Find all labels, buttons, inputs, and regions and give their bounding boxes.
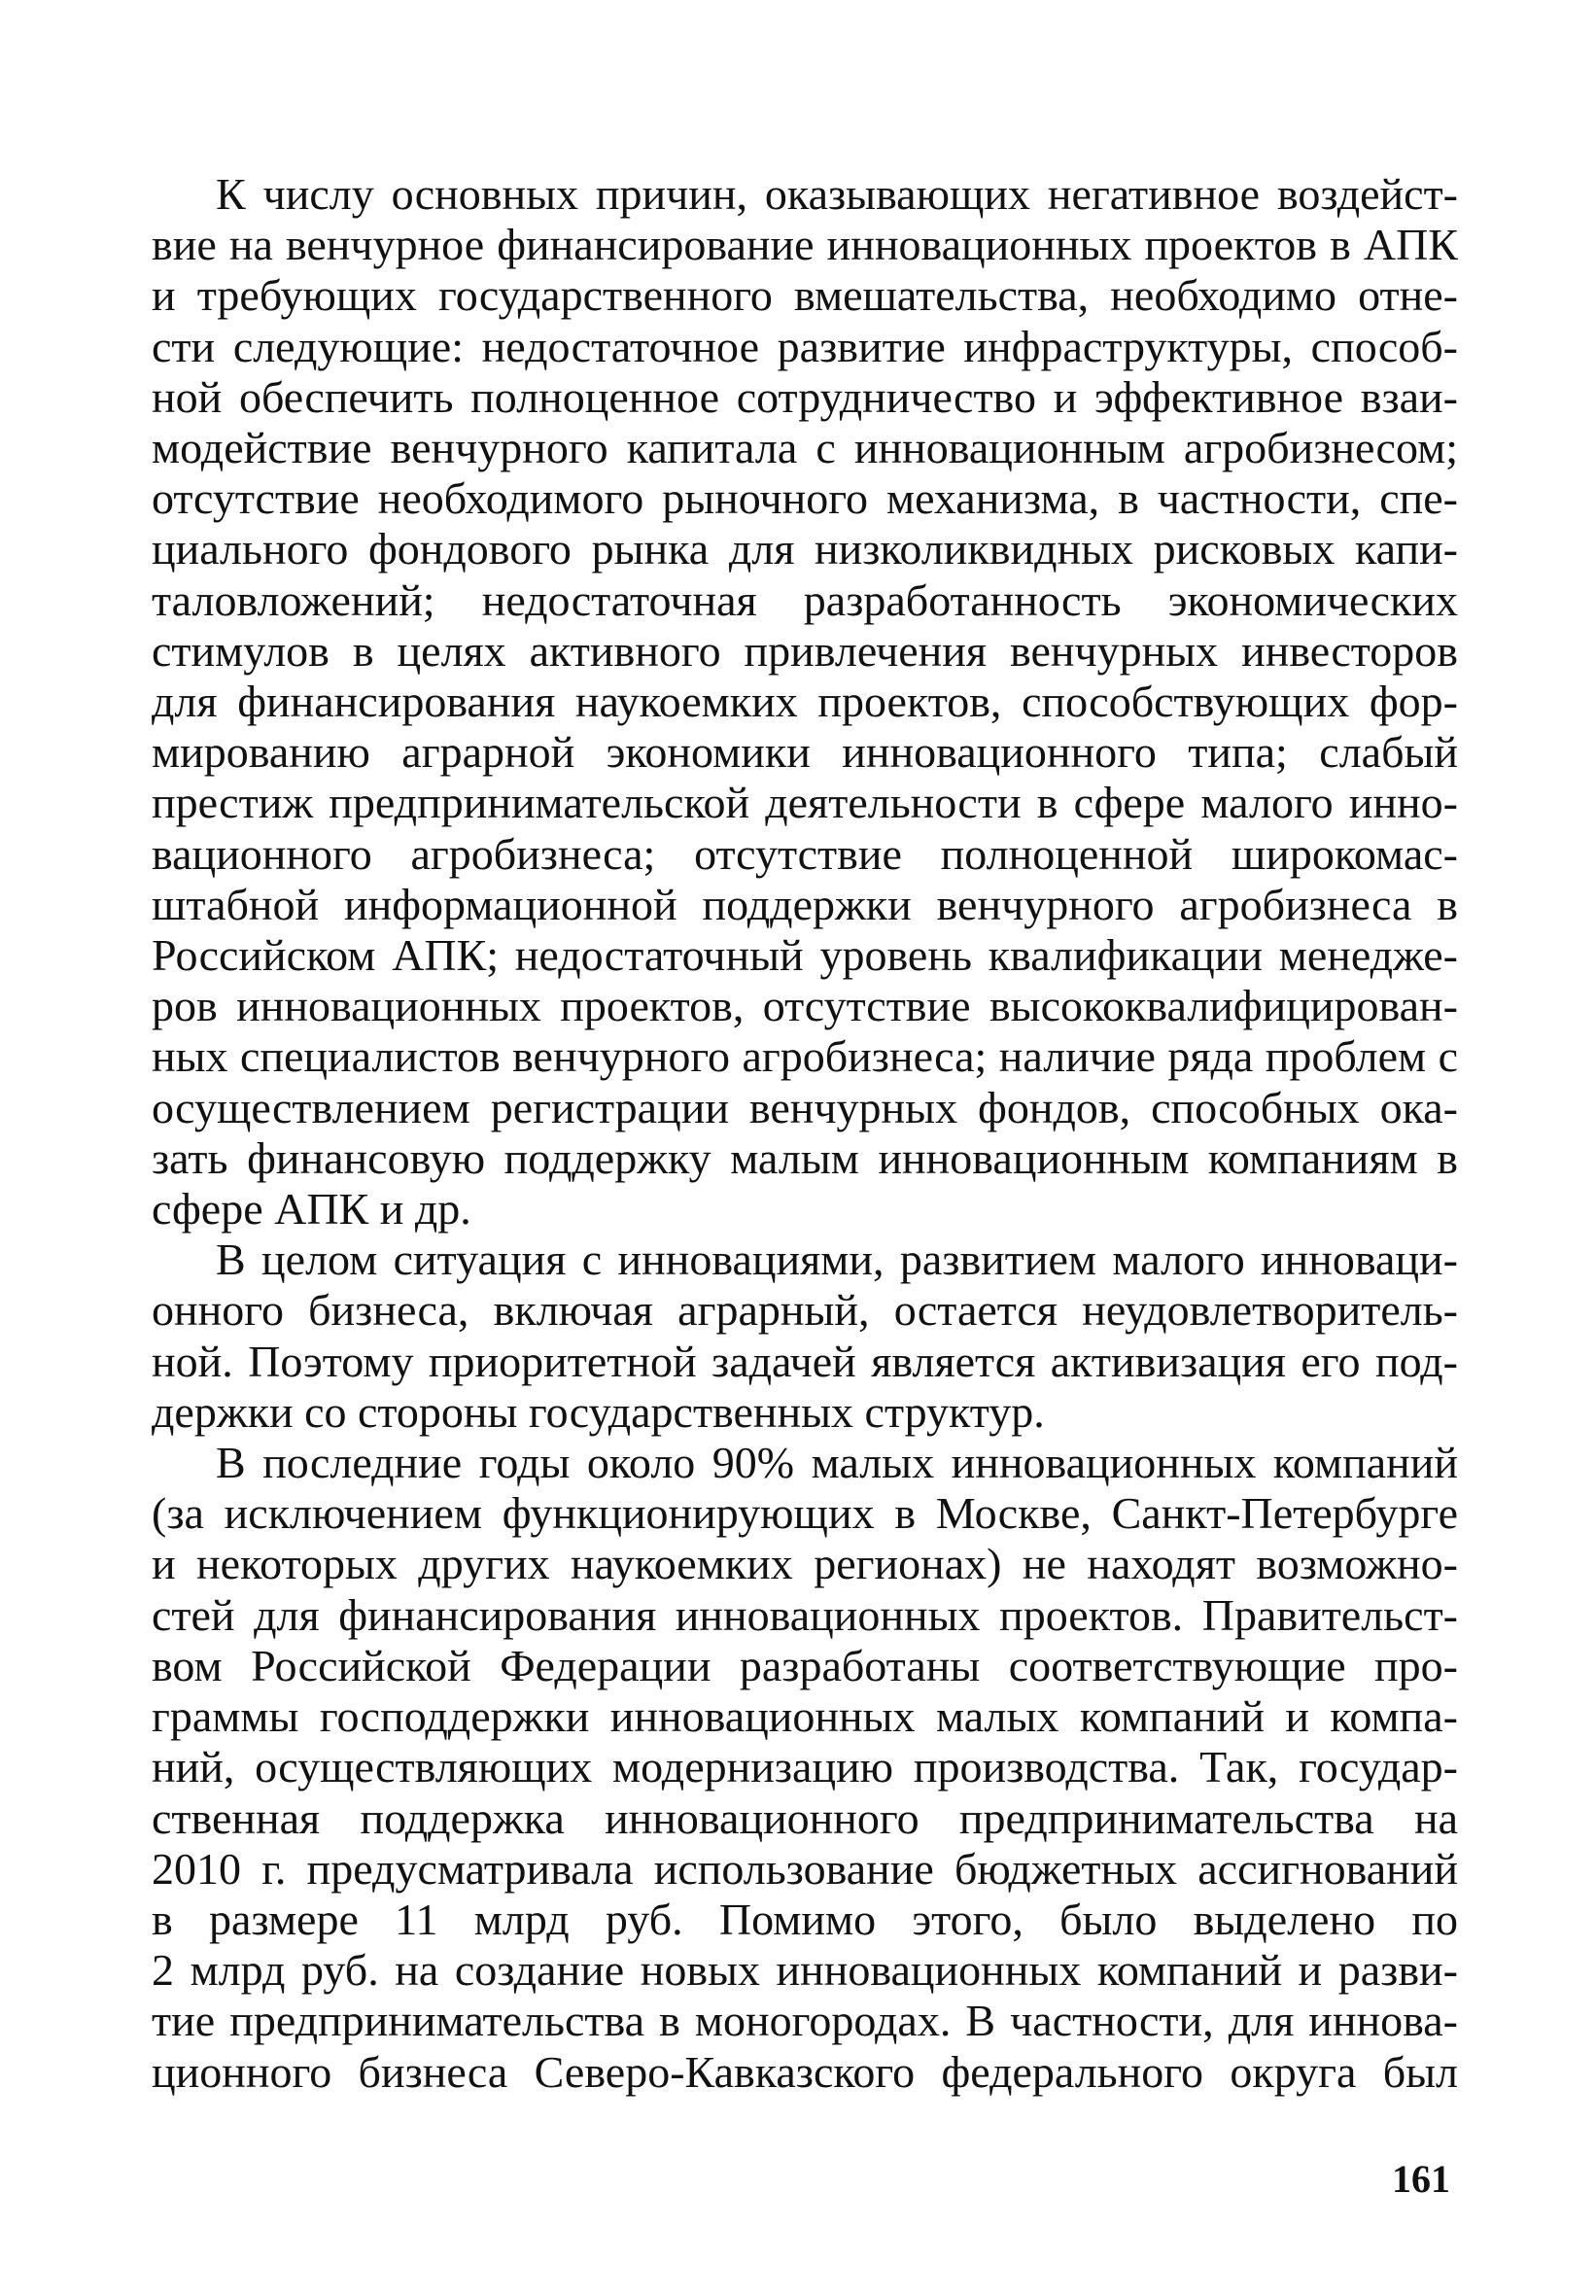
paragraph-line: ных специалистов венчурного агробизнеса; наличие ряда проблем с: [152, 1031, 1458, 1082]
paragraph-line: и некоторых других наукоемких регионах) не находят возможно-: [152, 1539, 1458, 1589]
paragraph-line: К числу основных причин, оказывающих негативное воздейст-: [216, 169, 1458, 219]
paragraph-line: зать финансовую поддержку малым инновационным компаниям в: [152, 1132, 1458, 1183]
paragraph-line: осуществлением регистрации венчурных фондов, способных ока-: [152, 1082, 1458, 1132]
paragraph-line: В целом ситуация с инновациями, развитием малого инноваци-: [216, 1235, 1458, 1285]
paragraph-line: и требующих государственного вмешательства, необходимо отне-: [152, 270, 1458, 321]
paragraph-line: ной обеспечить полноценное сотрудничество и эффективное взаи-: [152, 371, 1458, 422]
paragraph-line: вом Российской Федерации разработаны соответствующие про-: [152, 1640, 1458, 1690]
paragraph-line: для финансирования наукоемких проектов, способствующих фор-: [152, 677, 1458, 727]
paragraph-2: [152, 1235, 1458, 1438]
paragraph-line: 2010 г. предусматривала использование бюджетных ассигнований: [152, 1843, 1458, 1894]
paragraph-line: держки со стороны государственных структур.: [152, 1386, 1045, 1437]
paragraph-line: (за исключением функционирующих в Москве, Санкт-Петербурге: [152, 1488, 1458, 1539]
paragraph-line: Российском АПК; недостаточный уровень квалификации менедже-: [152, 930, 1458, 981]
paragraph-line: вационного агробизнеса; отсутствие полноценной широкомас-: [152, 828, 1458, 879]
paragraph-line: 2 млрд руб. на создание новых инновационных компаний и разви-: [152, 1945, 1458, 1996]
paragraph-line: сти следующие: недостаточное развитие инфраструктуры, способ-: [152, 321, 1458, 371]
paragraph-line: ной. Поэтому приоритетной задачей является активизация его под-: [152, 1336, 1458, 1386]
paragraph-line: циального фондового рынка для низколиквидных рисковых капи-: [152, 524, 1458, 574]
paragraph-line: сфере АПК и др.: [152, 1184, 471, 1235]
paragraph-line: таловложений; недостаточная разработанность экономических: [152, 574, 1458, 625]
paragraph-line: ственная поддержка инновационного предпринимательства на: [152, 1792, 1458, 1843]
paragraph-line: вие на венчурное финансирование инновационных проектов в АПК: [152, 220, 1458, 270]
paragraph-line: мированию аграрной экономики инновационного типа; слабый: [152, 727, 1458, 778]
paragraph-line: престиж предпринимательской деятельности в сфере малого инно-: [152, 778, 1458, 828]
paragraph-line: штабной информационной поддержки венчурного агробизнеса в: [152, 879, 1458, 929]
paragraph-line: стей для финансирования инновационных проектов. Правительст-: [152, 1589, 1458, 1640]
paragraph-line: граммы господдержки инновационных малых компаний и компа-: [152, 1691, 1458, 1742]
paragraph-1: [152, 169, 1458, 1235]
paragraph-line: модействие венчурного капитала с инновационным агробизнесом;: [152, 423, 1458, 473]
paragraph-line: онного бизнеса, включая аграрный, остается неудовлетворитель-: [152, 1285, 1458, 1336]
page-text: [152, 169, 1458, 2098]
paragraph-line: В последние годы около 90% малых инновационных компаний: [216, 1438, 1458, 1488]
paragraph-3: [152, 1438, 1458, 2098]
page-number: 161: [1392, 2157, 1450, 2201]
paragraph-line: стимулов в целях активного привлечения венчурных инвесторов: [152, 625, 1458, 676]
paragraph-line: отсутствие необходимого рыночного механизма, в частности, спе-: [152, 473, 1458, 524]
paragraph-line: ний, осуществляющих модернизацию производства. Так, государ-: [152, 1742, 1458, 1792]
paragraph-line: ров инновационных проектов, отсутствие высококвалифицирован-: [152, 981, 1458, 1031]
paragraph-line: в размере 11 млрд руб. Помимо этого, было выделено по: [152, 1894, 1458, 1944]
paragraph-line: ционного бизнеса Северо-Кавказского федерального округа был: [152, 2046, 1458, 2097]
paragraph-line: тие предпринимательства в моногородах. В частности, для иннова-: [152, 1996, 1458, 2046]
